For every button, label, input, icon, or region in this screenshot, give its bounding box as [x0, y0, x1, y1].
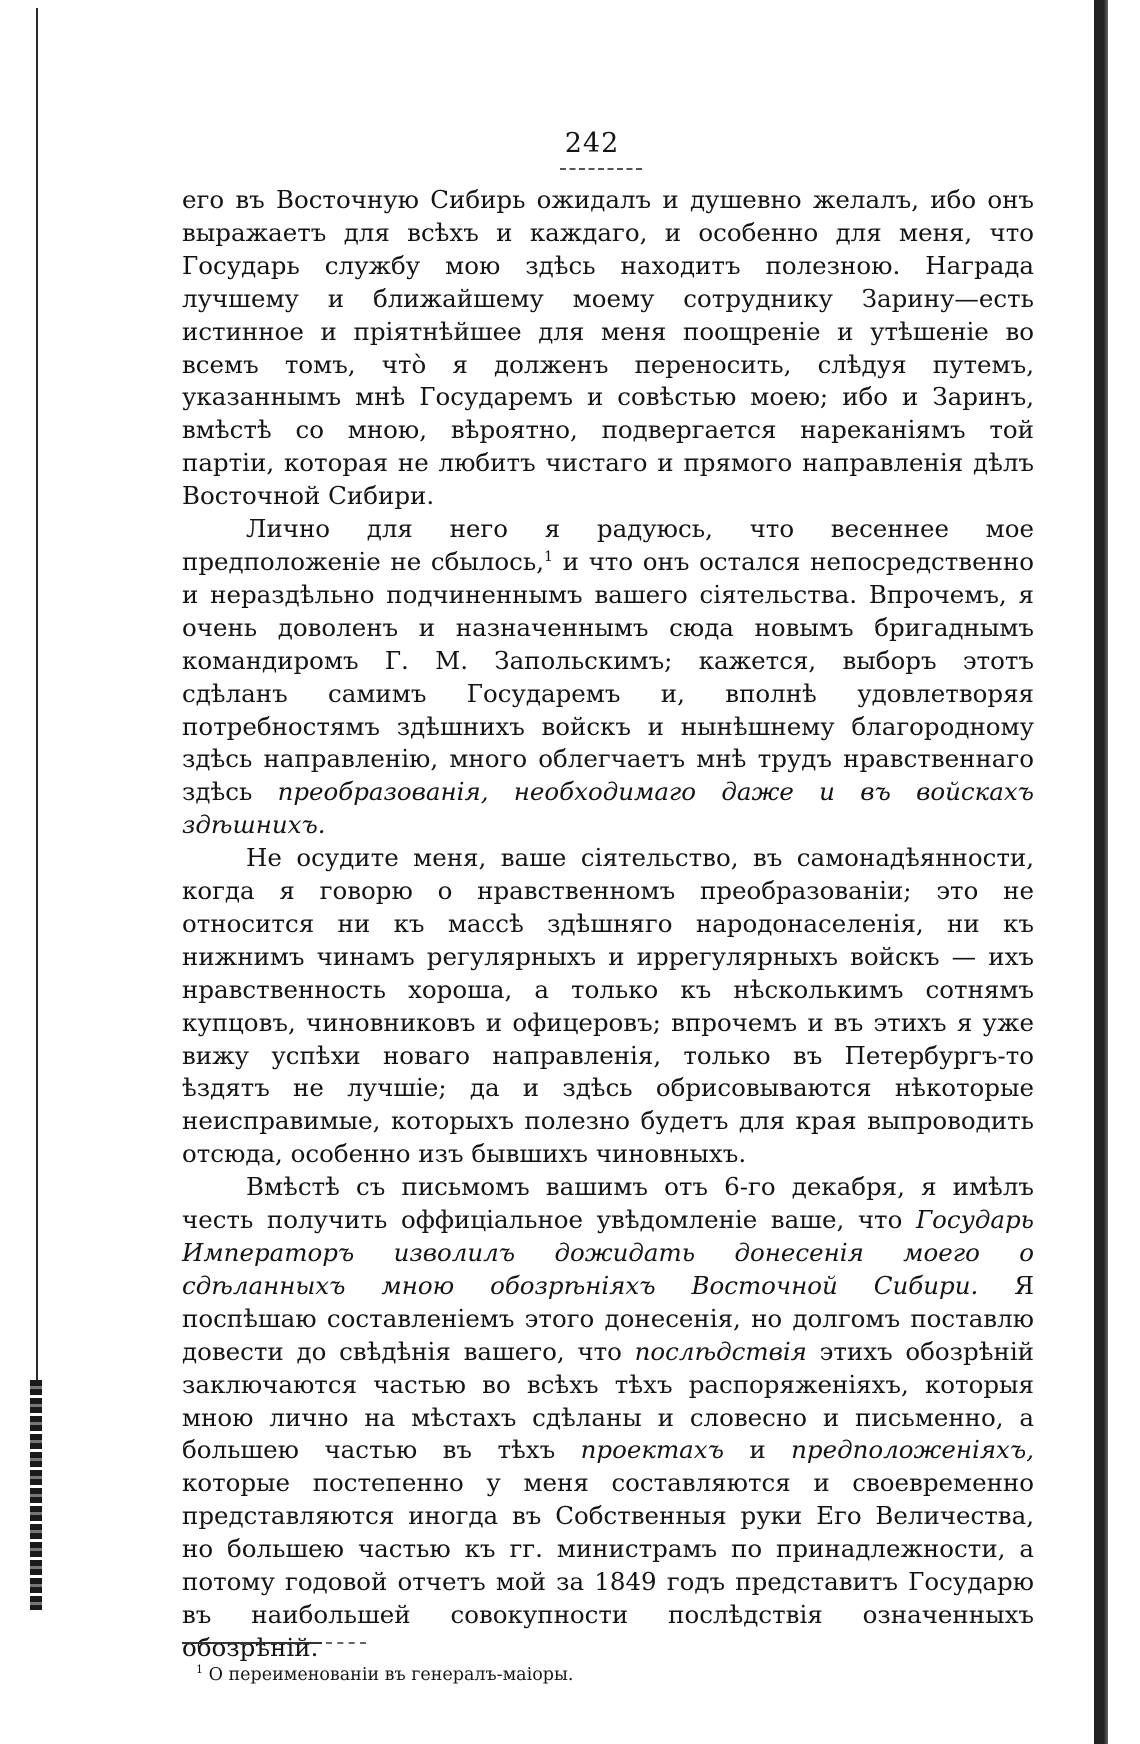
text-run: и что онъ остался непосредственно и нераздѣльно подчиненнымъ вашего сіятельства. Впрочемъ, я очень доволенъ и назначеннымъ сюда новымъ бригаднымъ командиромъ Г. М. Запольскимъ; кажется, выборъ этотъ сдѣланъ самимъ Государемъ и, вполнѣ удовлетворяя потребностямъ здѣшнихъ войскъ и нынѣшнему благородному здѣсь направленію, много облегчаетъ мнѣ трудъ нравственнаго здѣсь	[182, 546, 1035, 807]
emphasized-text: Государь Императоръ изволилъ дожидать донесенія моего о сдѣланныхъ мною обозрѣніяхъ Восточной Сибири.	[182, 1205, 1034, 1300]
text-run: этихъ обозрѣній заключаются частью во всѣхъ тѣхъ распоряженіяхъ, которыя мною лично на мѣстахъ сдѣланы и словесно и письменно, а большею частью въ тѣхъ	[182, 1336, 1034, 1465]
emphasized-text: проектахъ	[580, 1435, 724, 1465]
footnote-text: О переименованіи въ генералъ-маіоры.	[208, 1665, 574, 1685]
paragraph	[182, 184, 1034, 513]
emphasized-text: послѣдствія	[634, 1336, 807, 1366]
page-number-underline	[560, 168, 642, 170]
footnote-separator-tail	[326, 1642, 366, 1644]
paragraph	[182, 1171, 1034, 1665]
footnote-reference: 1	[544, 548, 553, 565]
text-run: его въ Восточную Сибирь ожидалъ и душевно желалъ, ибо онъ выражаетъ для всѣхъ и каждаго, и особенно для меня, что Государь службу мою здѣсь находитъ полезною. Награда лучшему и ближайшему моему сотруднику Зарину—есть истинное и пріятнѣйшее для меня поощреніе и утѣшеніе во всемъ томъ, что̀ я долженъ переносить, слѣдуя путемъ, указаннымъ мнѣ Государемъ и совѣстью моею; ибо и Заринъ, вмѣстѣ со мною, вѣроятно, подвергается нареканіямъ той партіи, которая не любитъ чистаго и прямого направленія дѣлъ Восточной Сибири.	[182, 185, 1034, 511]
footnote-marker: 1	[196, 1663, 203, 1677]
emphasized-text: преобразованія, необходимаго даже и въ войскахъ здѣшнихъ.	[182, 777, 1034, 840]
main-text	[182, 184, 1034, 1665]
text-run: которые постепенно у меня составляются и своевременно представляются иногда въ Собственныя руки Его Величества, но большею частью къ гг. министрамъ по принадлежности, а потому годовой отчетъ мой за 1849 годъ представитъ Государю въ наибольшей совокупности послѣдствія означенныхъ обозрѣній.	[182, 1468, 1034, 1662]
text-run: Вмѣстѣ съ письмомъ вашимъ отъ 6-го декабря, я имѣлъ честь получить оффиціальное увѣдомленіе ваше, что	[182, 1172, 1034, 1235]
scan-edge-right	[1094, 0, 1108, 1744]
footnote-separator	[182, 1642, 322, 1644]
paragraph	[182, 513, 1034, 842]
text-run: Я поспѣшаю составленіемъ этого донесенія, но долгомъ поставлю довести до свѣдѣнія вашего, что	[182, 1270, 1034, 1366]
footnote	[196, 1664, 1016, 1686]
emphasized-text: предположеніяхъ,	[791, 1435, 1034, 1465]
scan-edge-left-noise	[30, 1380, 42, 1610]
text-run: Лично для него я радуюсь, что весеннее мое предположеніе не сбылось,	[182, 514, 1034, 576]
paragraph	[182, 842, 1034, 1171]
text-run: Не осудите меня, ваше сіятельство, въ самонадѣянности, когда я говорю о нравственномъ преобразованіи; это не относится ни къ массѣ здѣшняго народонаселенія, ни къ нижнимъ чинамъ регулярныхъ и иррегулярныхъ войскъ — ихъ нравственность хороша, а только къ нѣсколькимъ сотнямъ купцовъ, чиновниковъ и офицеровъ; впрочемъ и въ этихъ я уже вижу успѣхи новаго направленія, только въ Петербургъ-то ѣздятъ не лучшіе; да и здѣсь обрисовываются нѣкоторые неисправимые, которыхъ полезно будетъ для края выпроводить отсюда, особенно изъ бывшихъ чиновныхъ.	[182, 843, 1034, 1169]
scan-edge-left	[36, 8, 38, 1598]
page-number: 242	[564, 128, 620, 159]
text-run: и	[723, 1435, 792, 1465]
